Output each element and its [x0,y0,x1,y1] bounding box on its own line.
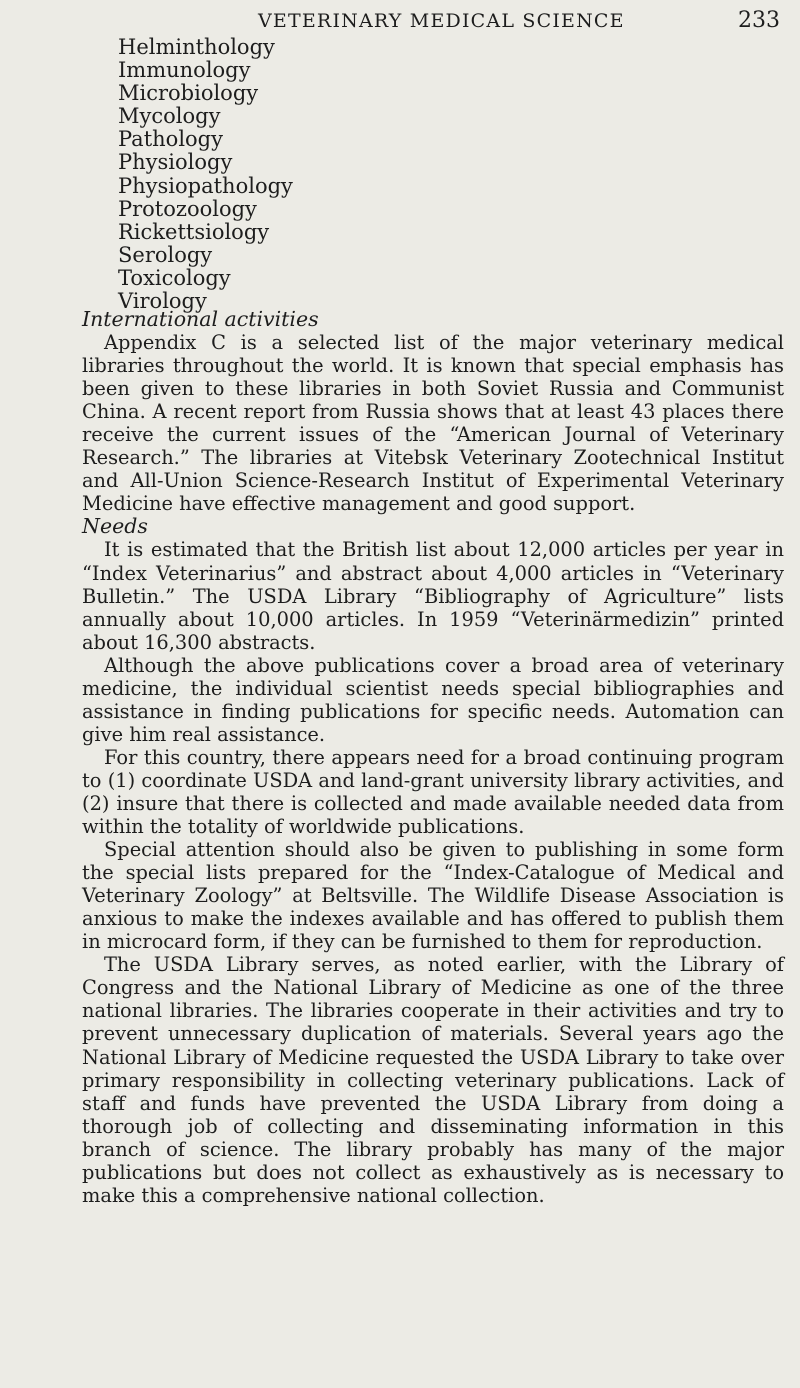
list-item: Physiopathology [118,173,293,198]
list-item: Mycology [118,104,221,129]
list-item: Toxicology [118,265,231,290]
paragraph: Although the above publications cover a broad area of veterinary medicine, the individual scientist needs special bibliographies and assistance in finding publications for specific needs. Automation can give him real assistance. [82,653,784,746]
paragraph: For this country, there appears need for a broad continuing program to (1) coordinate USDA and land-grant university library activities, and (2) insure that there is collected and made available needed data from within the totality of worldwide publications. [82,745,784,839]
running-header [258,10,780,36]
list-item: Virology [118,289,207,314]
list-item: Microbiology [118,81,259,106]
list-item: Helminthology [118,35,275,59]
list-item: Pathology [118,127,223,152]
list-item: Protozoology [118,196,257,221]
section-heading-needs: Needs [82,514,148,539]
list-item: Physiology [118,150,233,175]
list-item: Serology [118,242,213,267]
running-title: VETERINARY MEDICAL SCIENCE [258,10,625,32]
body-text [82,308,784,1207]
list-item: Rickettsiology [118,219,270,244]
section-heading-international: International activities [82,307,319,331]
paragraph: Special attention should also be given to publishing in some form the special lists prepared for the “Index-Catalogue of Medical and Veterinary Zoology” at Beltsville. The Wildlife Disease Association is anxious to make the indexes available and has offered to publish them in microcard form, if they can be furnished to them for reproduction. [82,838,784,954]
page-number: 233 [738,8,780,33]
paragraph: Appendix C is a selected list of the major veterinary medical libraries throughout the world. It is known that special emphasis has been given to these libraries in both Soviet Russia and Communist China. A recent report from Russia shows that at least 43 places there receive the current issues of the “American Journal of Veterinary Research.” The libraries at Vitebsk Veterinary Zootechnical Institut and All-Union Science-Research Institut of Experimental Veterinary Medicine have effective management and good support. [82,331,784,516]
list-item: Immunology [118,58,251,83]
paragraph: The USDA Library serves, as noted earlier, with the Library of Congress and the National Library of Medicine as one of the three national libraries. The libraries cooperate in their activities and try to prevent unnecessary duplication of materials. Several years ago the National Library of Medicine requested the USDA Library to take over primary responsibility in collecting veterinary publications. Lack of staff and funds have prevented the USDA Library from doing a thorough job of collecting and disseminating information in this branch of science. The library probably has many of the major publications but does not collect as exhaustively as is necessary to make this a comprehensive national collection. [82,953,784,1207]
discipline-list [118,36,418,313]
paragraph: It is estimated that the British list about 12,000 articles per year in “Index Veterinarius” and abstract about 4,000 articles in “Veterinary Bulletin.” The USDA Library “Bibliography of Agriculture” lists annually about 10,000 articles. In 1959 “Veterinärmedizin” printed about 16,300 abstracts. [82,538,784,654]
